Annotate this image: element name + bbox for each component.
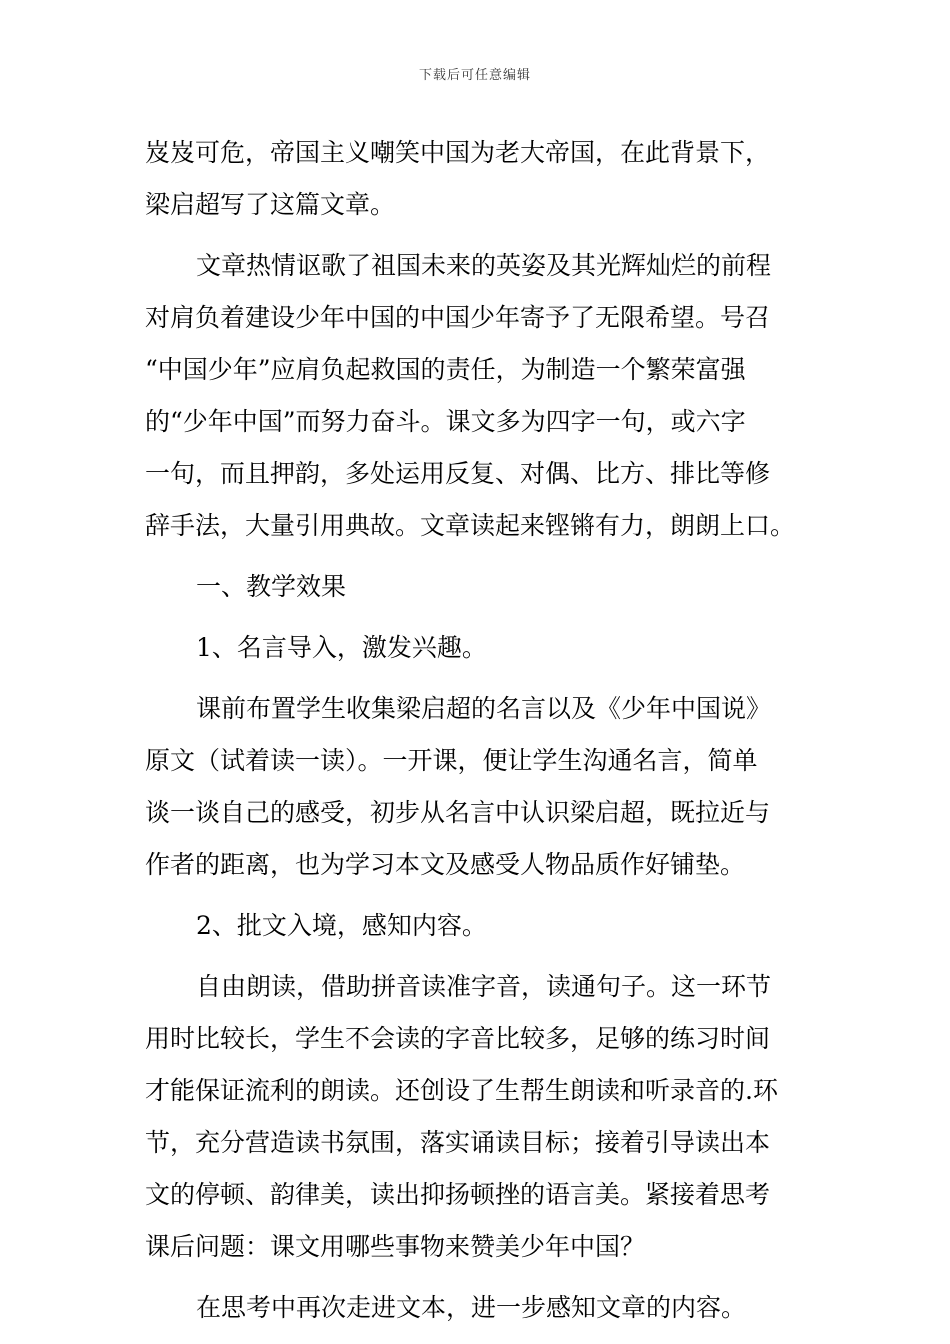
paragraph-line: 的“少年中国”而努力奋斗。课文多为四字一句，或六字 [145,407,746,436]
paragraph-line: 原文（试着读一读）。一开课，便让学生沟通名言，简单 [145,746,758,775]
paragraph-line: 作者的距离，也为学习本文及感受人物品质作好铺垫。 [145,850,746,879]
subsection-heading: 1、名言导入，激发兴趣。 [196,633,487,662]
paragraph-line: 一句，而且押韵，多处运用反复、对偶、比方、排比等修 [145,459,771,488]
paragraph-line: 谈一谈自己的感受，初步从名言中认识梁启超，既拉近与 [145,798,771,827]
paragraph-line: “中国少年”应肩负起救国的责任，为制造一个繁荣富强 [145,355,746,384]
paragraph-line: 岌岌可危，帝国主义嘲笑中国为老大帝国，在此背景下， [145,138,771,167]
paragraph-line: 对肩负着建设少年中国的中国少年寄予了无限希望。号召 [145,303,771,332]
paragraph-line: 课前布置学生收集梁启超的名言以及《少年中国说》 [196,694,772,723]
paragraph-line: 才能保证流利的朗读。还创设了生帮生朗读和听录音的.环 [145,1076,778,1105]
subsection-heading: 2、批文入境，感知内容。 [196,911,487,940]
paragraph-line: 用时比较长，学生不会读的字音比较多，足够的练习时间 [145,1024,771,1053]
page-header: 下载后可任意编辑 [418,68,531,83]
paragraph-line: 梁启超写了这篇文章。 [145,190,396,219]
paragraph-line: 课后问题：课文用哪些事物来赞美少年中国？ [145,1232,646,1261]
paragraph-line: 在思考中再次走进文本，进一步感知文章的内容。 [196,1293,747,1322]
paragraph-line: 文的停顿、韵律美，读出抑扬顿挫的语言美。紧接着思考 [145,1180,771,1209]
paragraph-line: 自由朗读，借助拼音读准字音，读通句子。这一环节 [196,972,772,1001]
paragraph-line: 节，充分营造读书氛围，落实诵读目标；接着引导读出本 [145,1128,771,1157]
paragraph-line: 辞手法，大量引用典故。文章读起来铿锵有力，朗朗上口。 [145,511,796,540]
document-body [145,127,810,1334]
paragraph-line: 文章热情讴歌了祖国未来的英姿及其光辉灿烂的前程 [196,251,772,280]
section-heading: 一、教学效果 [196,572,347,601]
